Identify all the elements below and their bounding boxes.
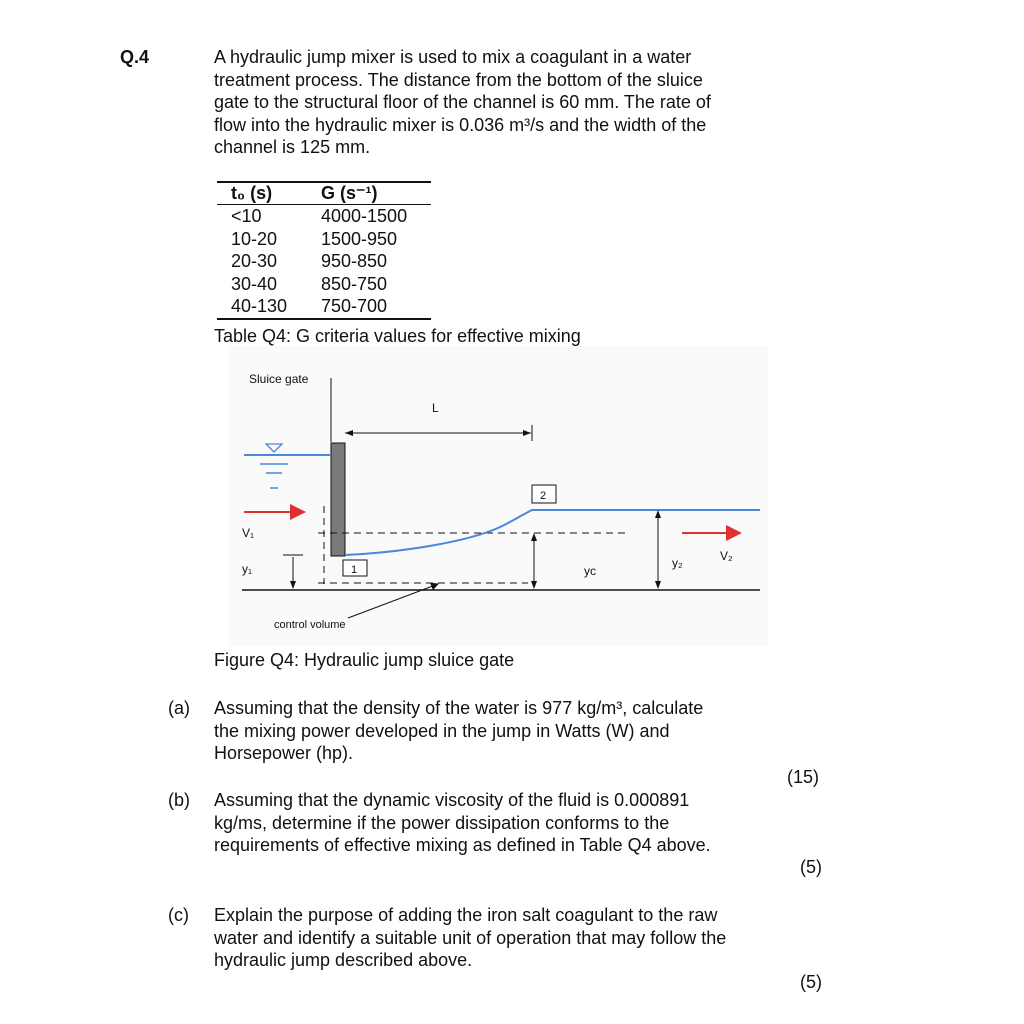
part-line: Assuming that the density of the water is 977 kg/m³, calculate <box>214 698 704 718</box>
part-label: (b) <box>168 790 190 810</box>
table-header-g: G (s⁻¹) <box>321 183 378 203</box>
table-cell: 40-130 <box>231 296 288 316</box>
table-cell: 30-40 <box>231 273 278 294</box>
v2-label: V₂ <box>720 549 733 563</box>
figure-caption: Figure Q4: Hydraulic jump sluice gate <box>214 650 515 670</box>
part-line: hydraulic jump described above. <box>214 950 473 970</box>
part-line: the mixing power developed in the jump in Watts (W) and <box>214 720 670 741</box>
marks-b: (5) <box>800 857 822 877</box>
control-volume-label: control volume <box>274 619 346 631</box>
length-label: L <box>432 401 439 415</box>
table-cell: 4000-1500 <box>321 206 408 226</box>
table-bottom-rule <box>217 318 431 320</box>
table-caption: Table Q4: G criteria values for effective mixing <box>214 326 581 346</box>
question-intro <box>214 46 774 159</box>
table-header-row <box>217 183 431 205</box>
intro-line: A hydraulic jump mixer is used to mix a coagulant in a water <box>214 47 692 67</box>
question-number: Q.4 <box>120 47 150 67</box>
part-label: (c) <box>168 905 189 925</box>
table-header-t0: t₀ (s) <box>231 183 273 203</box>
sluice-gate <box>331 443 345 556</box>
sluice-gate-label: Sluice gate <box>249 372 309 386</box>
table-cell: 20-30 <box>231 251 278 271</box>
intro-line: flow into the hydraulic mixer is 0.036 m³/s and the width of the <box>214 114 707 135</box>
part-line: kg/ms, determine if the power dissipation conforms to the <box>214 812 670 833</box>
table-cell: 950-850 <box>321 251 388 271</box>
part-line: Explain the purpose of adding the iron salt coagulant to the raw <box>214 905 718 925</box>
table-row <box>217 273 431 296</box>
section-1-label: 1 <box>351 564 358 576</box>
table-cell: 10-20 <box>231 228 278 249</box>
part-label: (a) <box>168 698 190 718</box>
intro-line: channel is 125 mm. <box>214 137 371 157</box>
table-cell: 1500-950 <box>321 228 398 249</box>
part-line: Assuming that the dynamic viscosity of the fluid is 0.000891 <box>214 790 690 810</box>
table-cell: 850-750 <box>321 273 388 294</box>
table-cell: 750-700 <box>321 296 388 316</box>
yc-label: yc <box>584 564 596 578</box>
section-2-label: 2 <box>540 490 547 502</box>
table-row <box>217 295 431 318</box>
intro-line: gate to the structural floor of the channel is 60 mm. The rate of <box>214 92 711 112</box>
marks-c: (5) <box>800 972 822 992</box>
y1-label: y₁ <box>242 562 253 576</box>
g-criteria-table <box>217 181 431 320</box>
table-row <box>217 205 431 228</box>
table-row <box>217 228 431 251</box>
table-row <box>217 250 431 273</box>
v1-label: V₁ <box>242 526 255 540</box>
part-line: water and identify a suitable unit of operation that may follow the <box>214 927 727 948</box>
marks-a: (15) <box>787 767 820 787</box>
hydraulic-jump-figure <box>228 346 768 646</box>
table-cell: <10 <box>231 206 262 226</box>
part-line: Horsepower (hp). <box>214 743 354 763</box>
part-line: requirements of effective mixing as defined in Table Q4 above. <box>214 835 711 855</box>
intro-line: treatment process. The distance from the bottom of the sluice <box>214 69 703 90</box>
y2-label: y₂ <box>672 556 683 570</box>
